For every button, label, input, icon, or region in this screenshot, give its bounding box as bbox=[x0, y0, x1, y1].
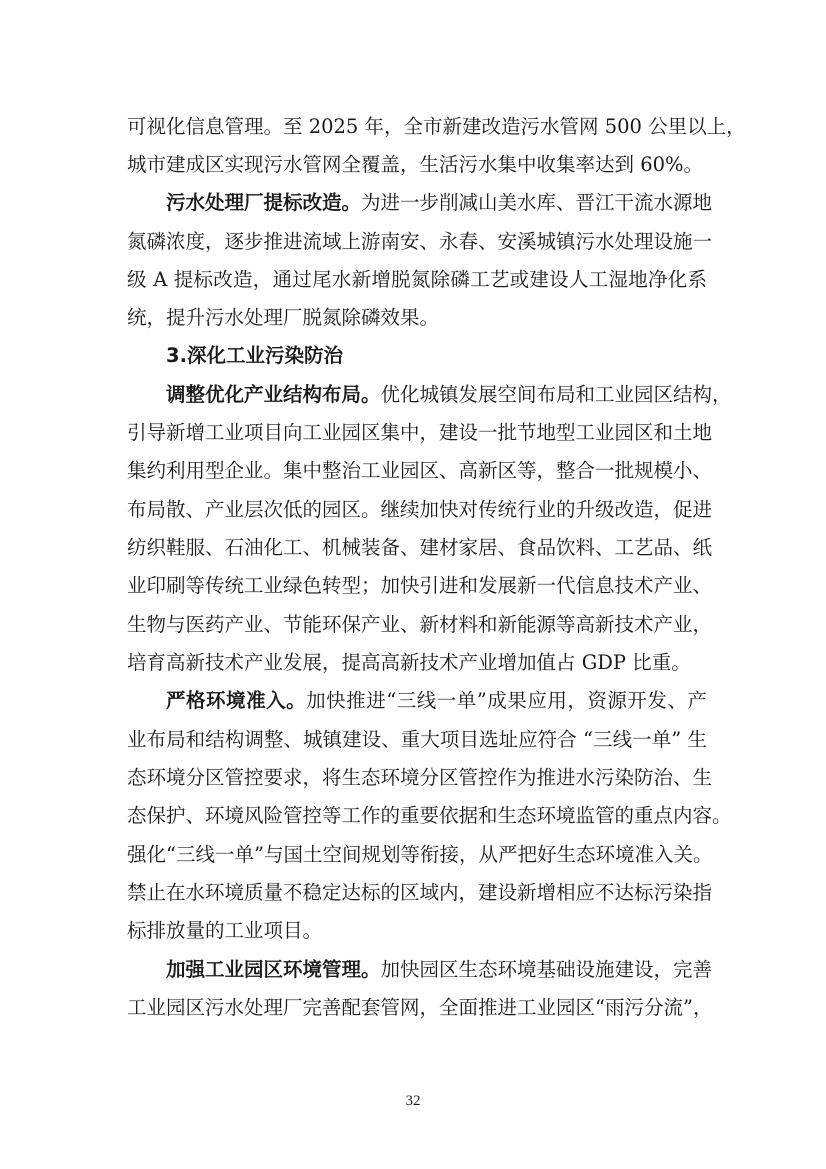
body-text: 为进一步削减山美水库、晋江干流水源地 bbox=[361, 191, 713, 214]
page-number: 32 bbox=[405, 1093, 421, 1109]
body-text: 加快园区生态环境基础设施建设，完善 bbox=[380, 958, 713, 981]
body-text-line: 禁止在水环境质量不稳定达标的区域内，建设新增相应不达标污染指 bbox=[127, 881, 713, 904]
body-text-line: 级 A 提标改造，通过尾水新增脱氮除磷工艺或建设人工湿地净化系 bbox=[127, 268, 707, 291]
paragraph-title: 加强工业园区环境管理。 bbox=[166, 958, 381, 981]
section-heading: 3.深化工业污染防治 bbox=[166, 344, 343, 367]
body-text-line: 城市建成区实现污水管网全覆盖，生活污水集中收集率达到 60%。 bbox=[127, 153, 704, 176]
body-text-line: 布局散、产业层次低的园区。继续加快对传统行业的升级改造，促进 bbox=[127, 498, 713, 521]
body-text-line: 强化“三线一单”与国土空间规划等衔接，从严把好生态环境准入关。 bbox=[127, 843, 713, 866]
body-text-line: 培育高新技术产业发展，提高高新技术产业增加值占 GDP 比重。 bbox=[127, 651, 691, 674]
body-text-line: 生物与医药产业、节能环保产业、新材料和新能源等高新技术产业， bbox=[127, 613, 713, 636]
body-text-line: 引导新增工业项目向工业园区集中，建设一批节地型工业园区和土地 bbox=[127, 421, 713, 444]
paragraph-first-line bbox=[166, 189, 713, 217]
paragraph-title: 污水处理厂提标改造。 bbox=[166, 191, 362, 214]
paragraph-first-line bbox=[166, 956, 713, 984]
body-text: 加快推进“三线一单”成果应用，资源开发、产 bbox=[306, 689, 707, 712]
body-text-line: 统，提升污水处理厂脱氮除磷效果。 bbox=[127, 306, 440, 329]
body-text-line: 标排放量的工业项目。 bbox=[127, 919, 323, 942]
paragraph-title: 调整优化产业结构布局。 bbox=[166, 383, 381, 406]
paragraph-first-line bbox=[166, 381, 732, 409]
body-text-line: 氮磷浓度，逐步推进流域上游南安、永春、安溪城镇污水处理设施一 bbox=[127, 230, 713, 253]
body-text-line: 业印刷等传统工业绿色转型；加快引进和发展新一代信息技术产业、 bbox=[127, 574, 713, 597]
body-text-line: 工业园区污水处理厂完善配套管网，全面推进工业园区“雨污分流”， bbox=[127, 996, 713, 1019]
paragraph-title: 严格环境准入。 bbox=[166, 689, 307, 712]
body-text-line: 态保护、环境风险管控等工作的重要依据和生态环境监管的重点内容。 bbox=[127, 804, 732, 827]
body-text-line: 业布局和结构调整、城镇建设、重大项目选址应符合 “三线一单” 生 bbox=[127, 728, 707, 751]
paragraph-first-line bbox=[166, 687, 707, 715]
body-text-line: 可视化信息管理。至 2025 年，全市新建改造污水管网 500 公里以上， bbox=[127, 115, 746, 138]
body-text-line: 集约利用型企业。集中整治工业园区、高新区等，整合一批规模小、 bbox=[127, 459, 713, 482]
body-text-line: 纺织鞋服、石油化工、机械装备、建材家居、食品饮料、工艺品、纸 bbox=[127, 536, 713, 559]
body-text: 优化城镇发展空间布局和工业园区结构， bbox=[380, 383, 732, 406]
body-text-line: 态环境分区管控要求，将生态环境分区管控作为推进水污染防治、生 bbox=[127, 766, 713, 789]
